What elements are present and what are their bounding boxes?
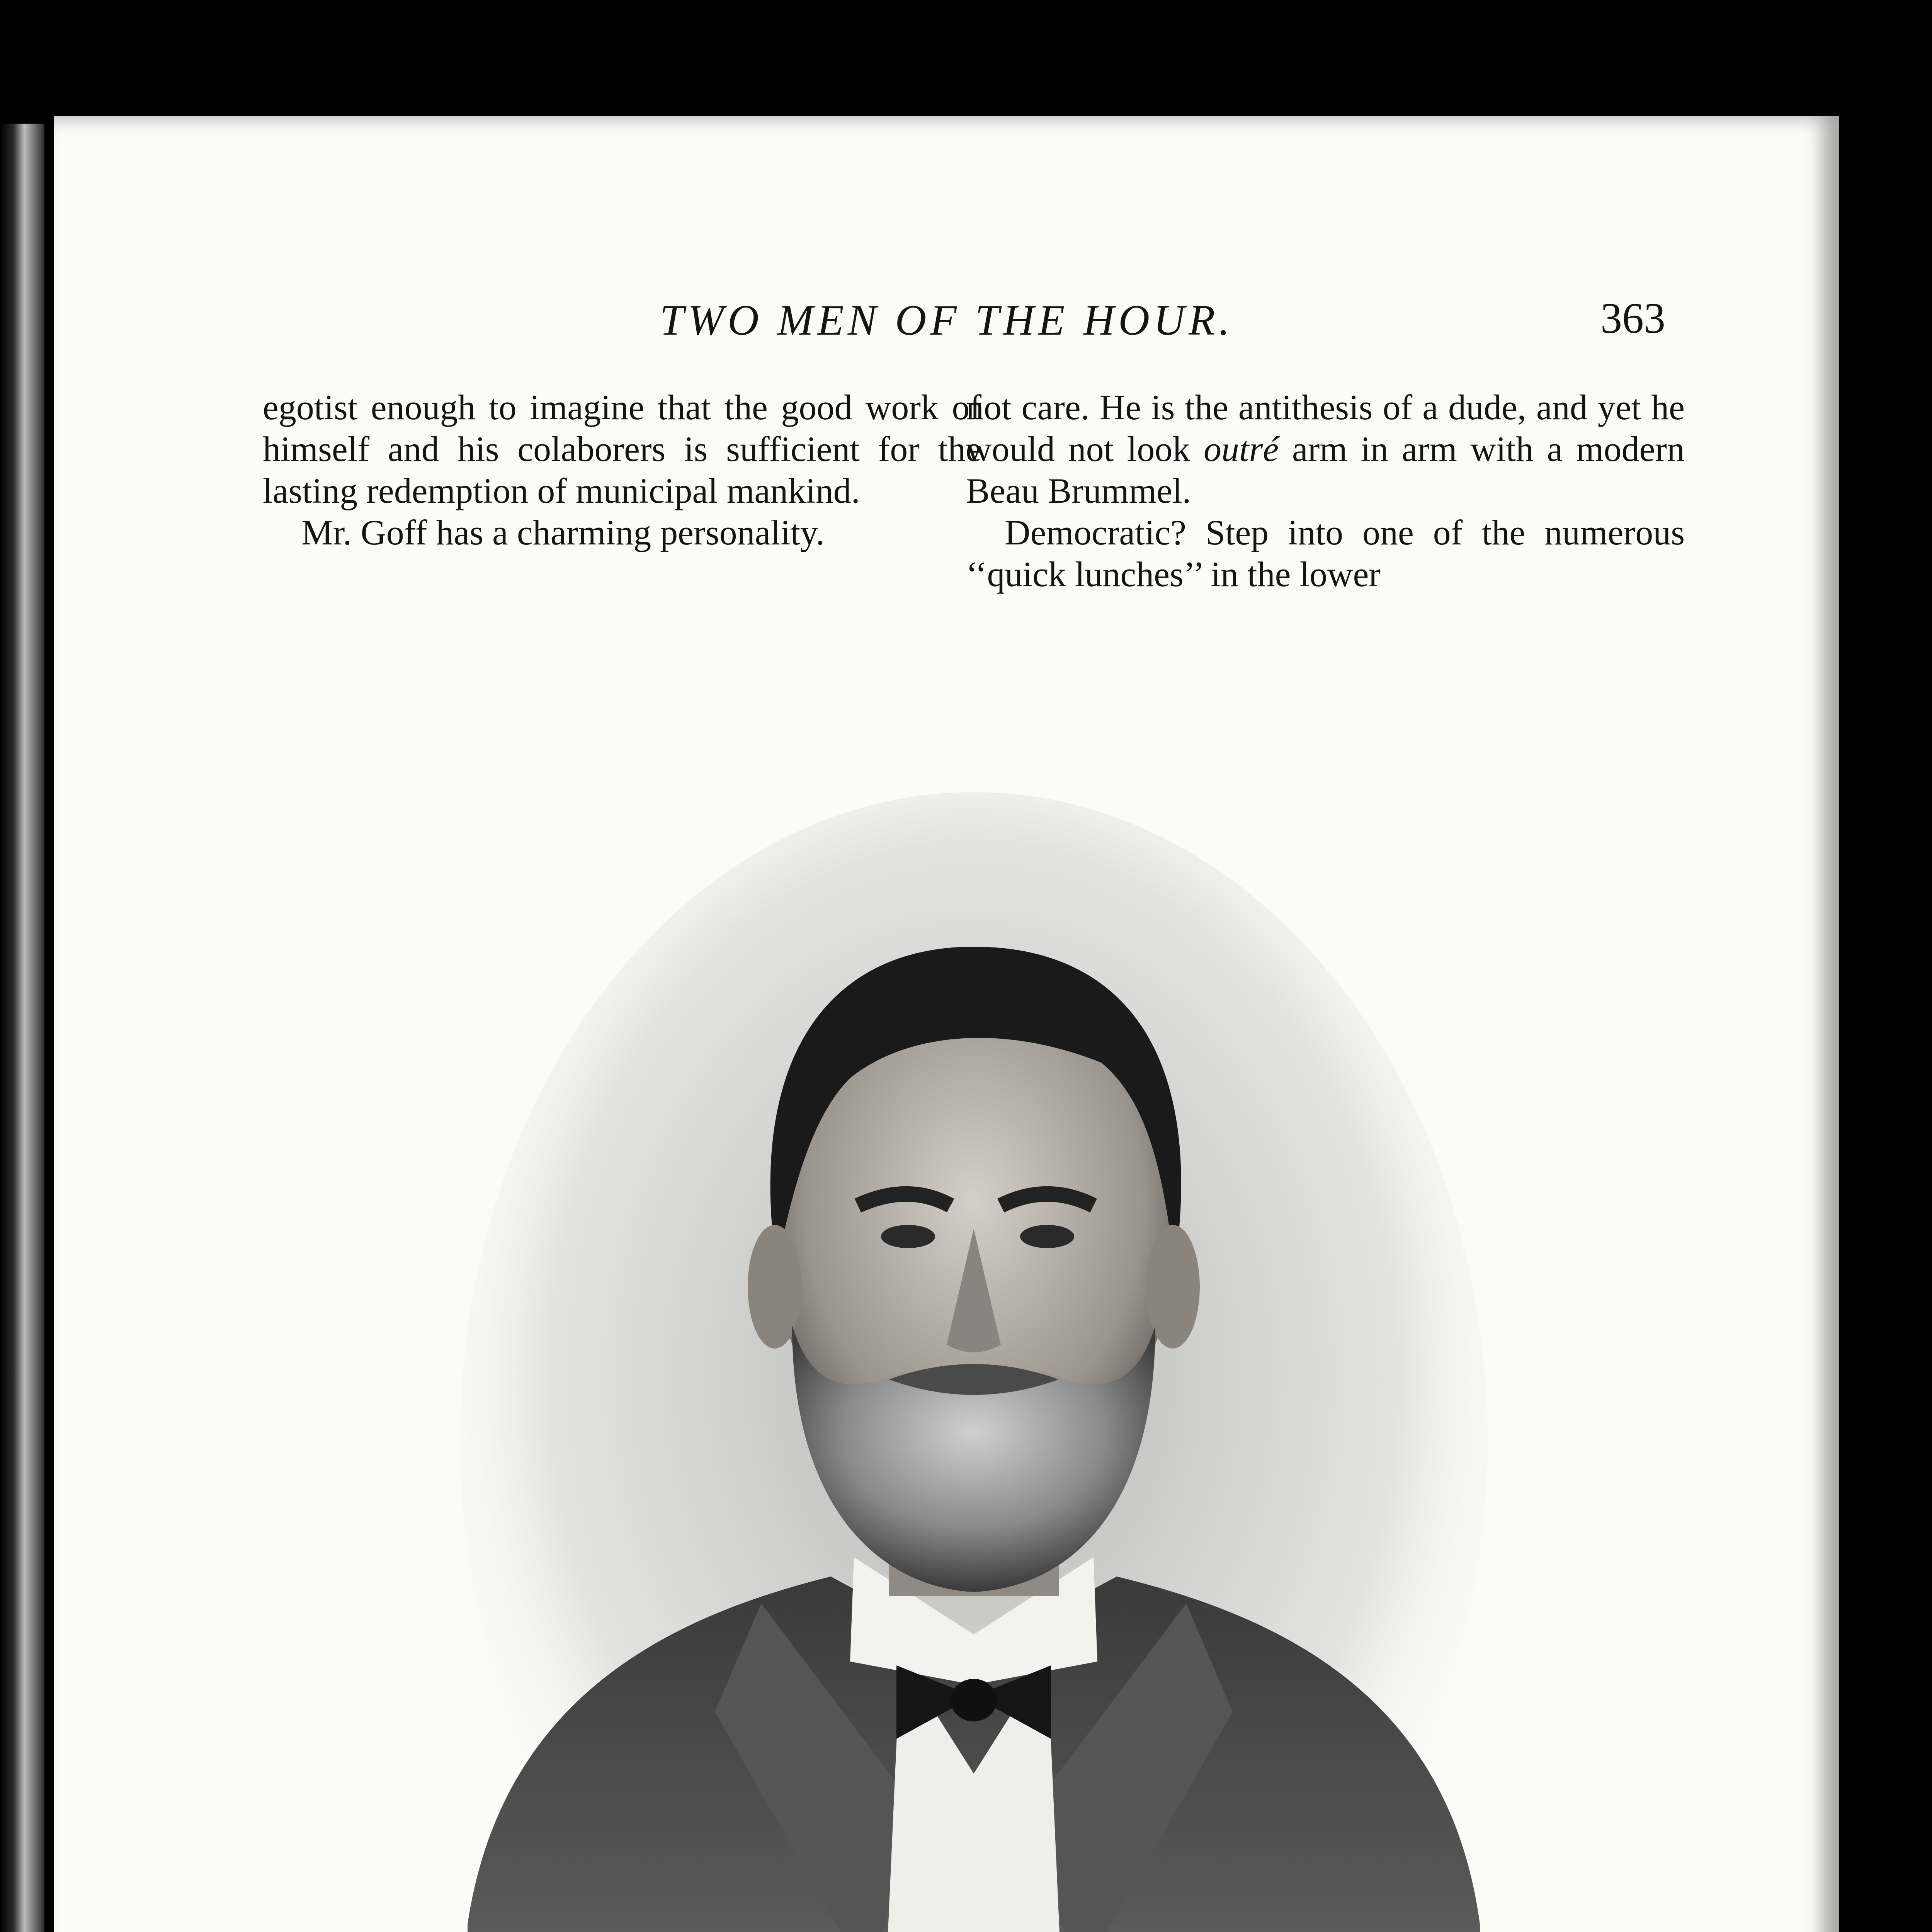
page-number: 363 [1600, 294, 1665, 342]
portrait-photo [444, 784, 1503, 1932]
paragraph [966, 386, 1685, 512]
text-run: arm in arm with a modern Beau Brummel. [966, 429, 1685, 510]
italic-word: outré [1204, 429, 1279, 469]
text-run: not care. He is the antithesis of a dude, and yet he would not look [966, 388, 1685, 469]
paragraph: Mr. Goff has a charming personality. [301, 513, 825, 552]
running-head: TWO MEN OF THE HOUR. [660, 296, 1234, 344]
magazine-page [54, 116, 1839, 1932]
paragraph: Democratic? Step into one of the numerous ‘‘quick lunches’’ in the lower [966, 513, 1685, 594]
top-left-column [263, 386, 981, 553]
adjacent-page-edge [0, 124, 44, 1932]
top-right-column [966, 386, 1685, 595]
paragraph: egotist enough to imagine that the good work of himself and his colaborers is sufficient for the lasting redemption of municipal mankind. [263, 388, 981, 510]
